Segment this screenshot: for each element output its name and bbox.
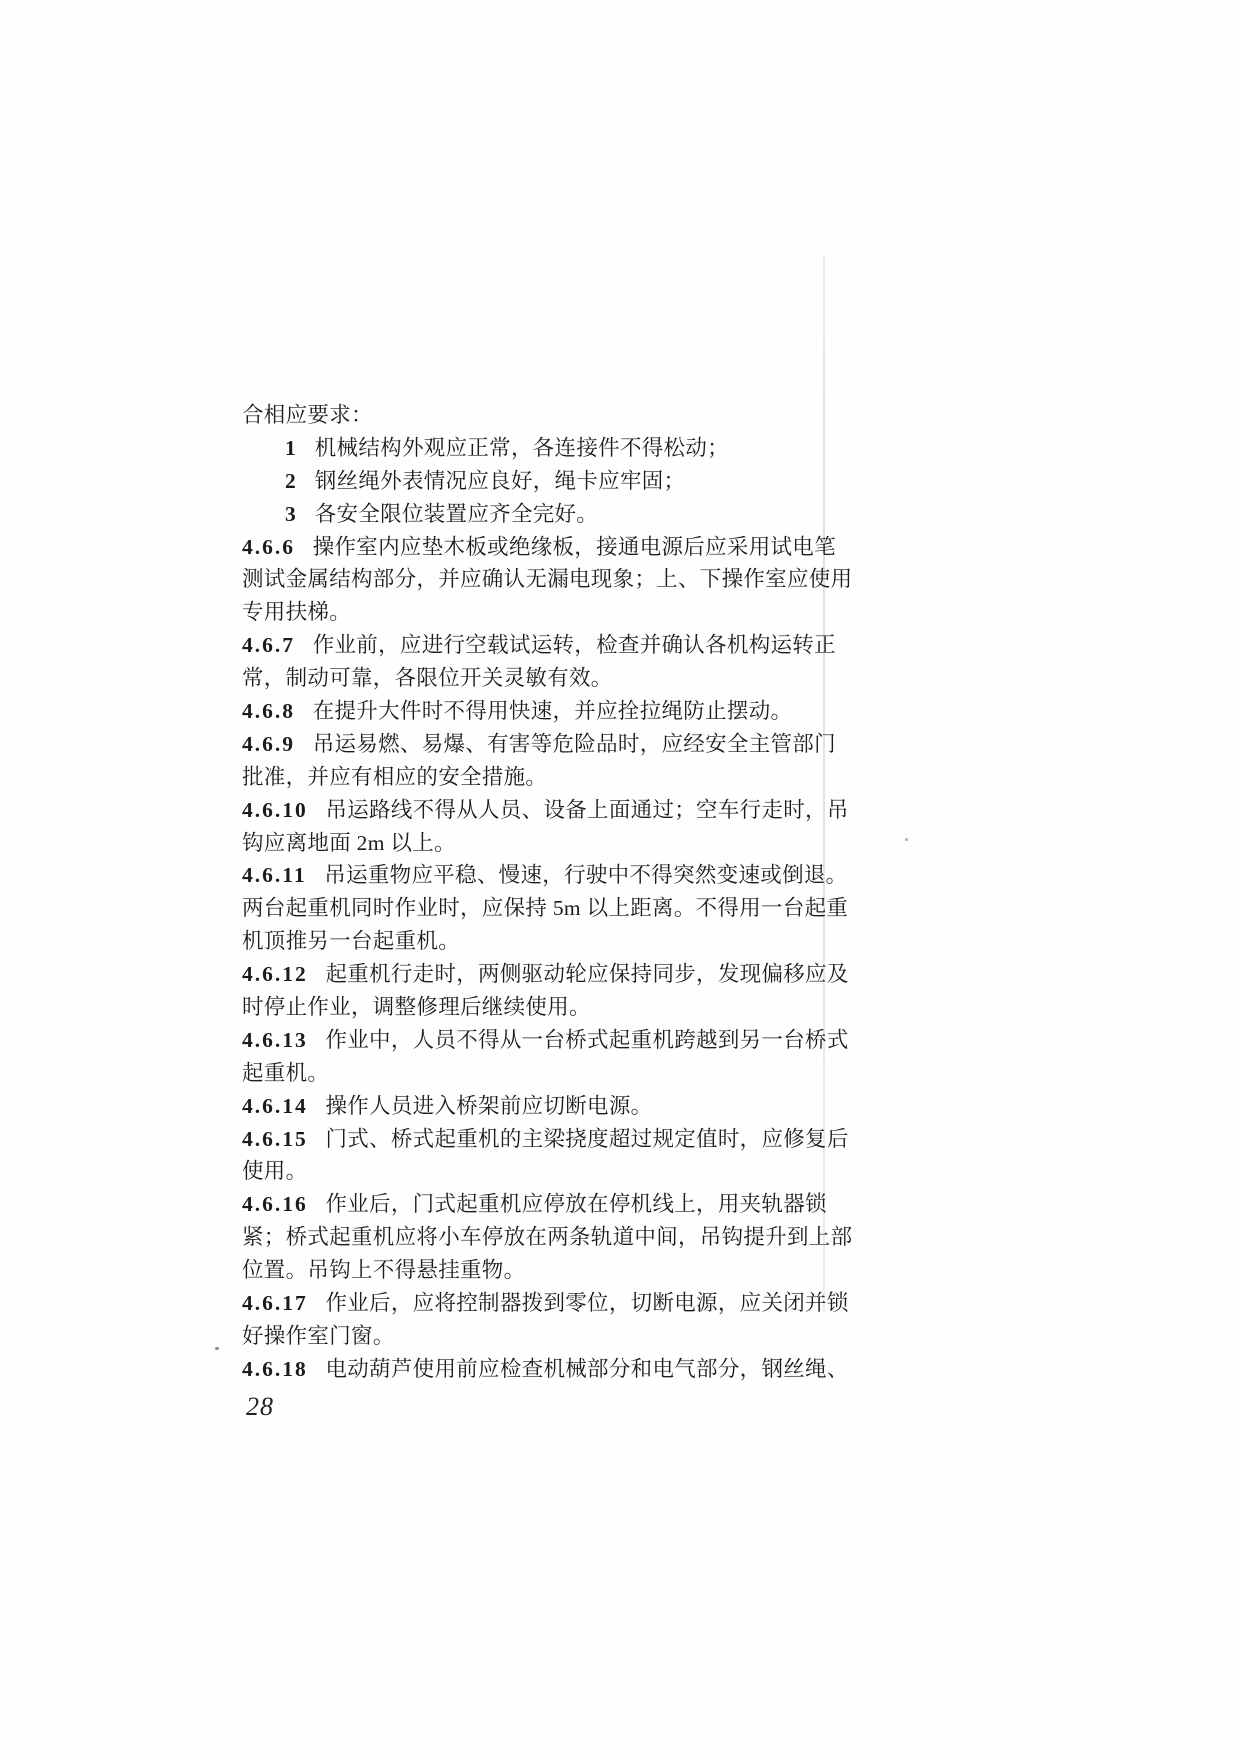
clause-text: 起重机。 [242, 1060, 330, 1085]
list-item-number: 3 [285, 501, 297, 526]
list-item [242, 498, 842, 531]
body-text [242, 399, 853, 1386]
list-item [242, 432, 842, 465]
clause-number: 4.6.6 [242, 534, 295, 559]
clause-number: 4.6.13 [242, 1027, 308, 1052]
clause-first-line [242, 1024, 849, 1057]
list-item-text: 机械结构外观应正常，各连接件不得松动； [314, 435, 729, 460]
clause-text: 门式、桥式起重机的主梁挠度超过规定值时，应修复后 [325, 1126, 849, 1151]
intro-line: 合相应要求： [242, 403, 373, 427]
clause-text: 吊运易燃、易爆、有害等危险品时，应经安全主管部门 [312, 731, 836, 756]
clause-continuation-line [242, 892, 849, 925]
clause-continuation-line [242, 1221, 853, 1254]
clause-text: 常，制动可靠，各限位开关灵敏有效。 [242, 666, 613, 691]
clause-continuation-line [242, 925, 842, 958]
list-item-number: 1 [285, 435, 297, 460]
clause-first-line [242, 859, 848, 892]
clause-list [242, 531, 853, 1386]
clause-text: 电动葫芦使用前应检查机械部分和电气部分，钢丝绳、 [325, 1356, 849, 1381]
clause-text: 好操作室门窗。 [242, 1323, 395, 1348]
clause-text: 操作人员进入桥架前应切断电源。 [325, 1093, 653, 1118]
clause-text: 作业后，应将控制器拨到零位，切断电源，应关闭并锁 [325, 1291, 849, 1316]
clause-number: 4.6.18 [242, 1356, 308, 1381]
clause-text: 吊运重物应平稳、慢速，行驶中不得突然变速或倒退。 [324, 863, 848, 888]
clause-continuation-line [242, 662, 842, 695]
clause-text: 机顶推另一台起重机。 [242, 929, 461, 954]
clause-number: 4.6.14 [242, 1093, 308, 1118]
list-item-text: 钢丝绳外表情况应良好，绳卡应牢固； [314, 468, 686, 493]
list-item [242, 465, 842, 498]
page-number: 28 [246, 1392, 274, 1421]
clause-text: 作业中，人员不得从一台桥式起重机跨越到另一台桥式 [325, 1027, 849, 1052]
clause-first-line [242, 531, 842, 564]
clause-first-line [242, 728, 842, 761]
clause-number: 4.6.8 [242, 699, 295, 724]
list-item-number: 2 [285, 468, 297, 493]
clause-number: 4.6.12 [242, 962, 308, 987]
clause-number: 4.6.15 [242, 1126, 308, 1151]
clause-text: 测试金属结构部分，并应确认无漏电现象；上、下操作室应使用 [242, 567, 853, 592]
clause-first-line [242, 1090, 842, 1123]
clause-text: 使用。 [242, 1159, 308, 1184]
numbered-list [242, 432, 842, 531]
clause-text: 起重机行走时，两侧驱动轮应保持同步，发现偏移应及 [325, 962, 849, 987]
clause-number: 4.6.16 [242, 1192, 308, 1217]
clause-number: 4.6.7 [242, 633, 295, 658]
clause-first-line [242, 1287, 849, 1320]
clause-text: 作业后，门式起重机应停放在停机线上，用夹轨器锁 [325, 1192, 827, 1217]
clause-continuation-line [242, 1320, 842, 1353]
clause-text: 专用扶梯。 [242, 600, 352, 625]
clause-text: 在提升大件时不得用快速，并应拴拉绳防止摆动。 [312, 699, 793, 724]
clause-text: 位置。吊钩上不得悬挂重物。 [242, 1258, 526, 1283]
clause-first-line [242, 1123, 849, 1156]
clause-text: 时停止作业，调整修理后继续使用。 [242, 995, 591, 1020]
clause-first-line [242, 1353, 849, 1386]
clause-first-line [242, 629, 842, 662]
clause-text: 两台起重机同时作业时，应保持 5m 以上距离。不得用一台起重 [242, 896, 849, 921]
clause-number: 4.6.9 [242, 731, 295, 756]
clause-number: 4.6.17 [242, 1291, 308, 1316]
clause-text: 钩应离地面 2m 以上。 [242, 830, 456, 855]
clause-text: 紧；桥式起重机应将小车停放在两条轨道中间，吊钩提升到上部 [242, 1225, 853, 1250]
scan-speck [905, 838, 908, 841]
clause-first-line [242, 958, 849, 991]
clause-continuation-line [242, 563, 853, 596]
clause-text: 批准，并应有相应的安全措施。 [242, 764, 548, 789]
clause-number: 4.6.10 [242, 797, 308, 822]
clause-continuation-line [242, 596, 842, 629]
clause-first-line [242, 794, 849, 827]
clause-continuation-line [242, 827, 842, 860]
clause-continuation-line [242, 761, 842, 794]
clause-text: 作业前，应进行空载试运转，检查并确认各机构运转正 [312, 633, 836, 658]
clause-first-line [242, 695, 842, 728]
clause-continuation-line [242, 1155, 842, 1188]
list-item-text: 各安全限位装置应齐全完好。 [314, 501, 599, 526]
clause-text: 吊运路线不得从人员、设备上面通过；空车行走时，吊 [325, 797, 849, 822]
clause-text: 操作室内应垫木板或绝缘板，接通电源后应采用试电笔 [312, 534, 836, 559]
clause-number: 4.6.11 [242, 863, 307, 888]
clause-first-line [242, 1188, 842, 1221]
clause-continuation-line [242, 991, 842, 1024]
clause-continuation-line [242, 1057, 842, 1090]
scan-speck [215, 1347, 219, 1350]
clause-continuation-line [242, 1254, 842, 1287]
